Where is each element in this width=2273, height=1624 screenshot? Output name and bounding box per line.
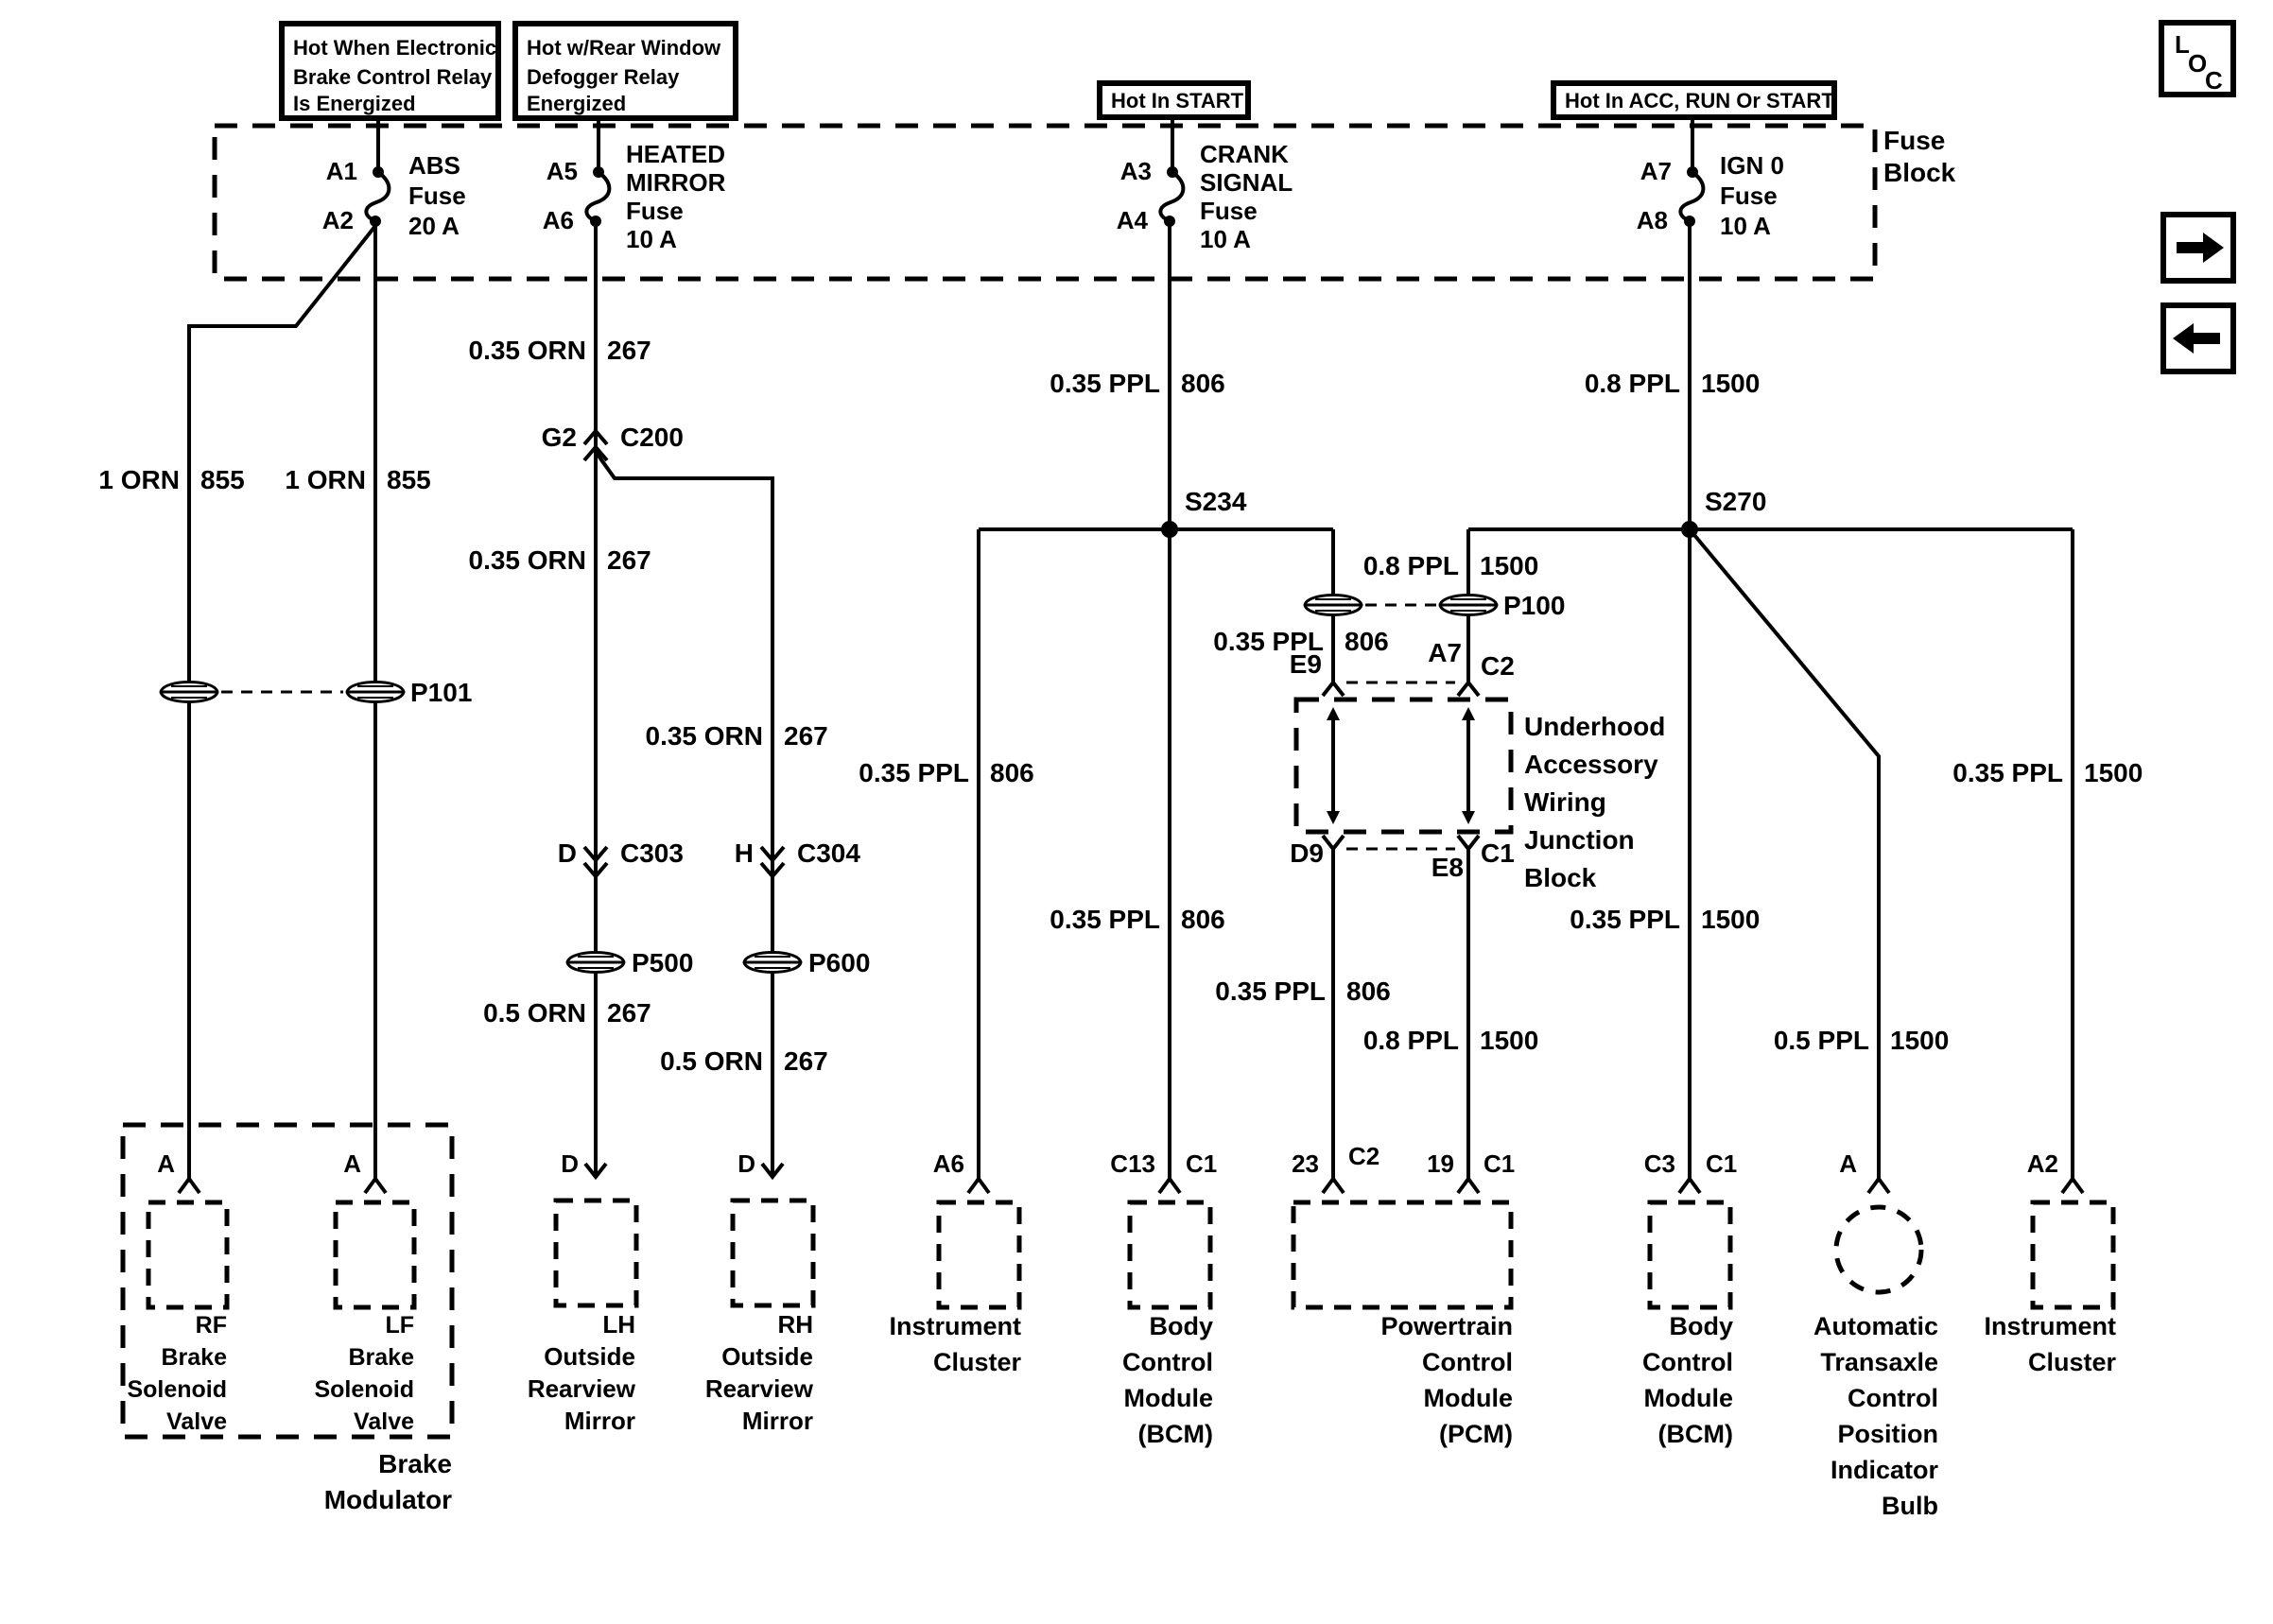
annotation-hot-in-acc-run-start	[1553, 83, 1834, 117]
pcm-box	[1293, 1202, 1511, 1307]
connector-label-p100: P100	[1503, 591, 1566, 620]
loc-letter-l: L	[2175, 30, 2190, 59]
connector-label: C304	[797, 838, 860, 868]
junction-block-label: Block	[1524, 863, 1597, 892]
fuse-name: SIGNAL	[1200, 168, 1293, 197]
wire-label: 0.35 ORN	[645, 721, 763, 751]
wire-label: 267	[607, 545, 651, 575]
fuse-name: CRANK	[1200, 140, 1289, 168]
fuse-name: MIRROR	[626, 168, 726, 197]
pin-label-e9: E9	[1289, 649, 1322, 679]
wire-label: 267	[607, 998, 651, 1028]
annotation-line: Brake Control Relay	[293, 65, 493, 89]
pin-label: A6	[932, 1149, 964, 1178]
arrow-down-icon	[1462, 811, 1475, 824]
component-brake-modulator	[123, 1125, 452, 1514]
wire-label: 0.35 PPL	[1570, 905, 1680, 934]
component-label: Indicator	[1830, 1456, 1938, 1484]
connector-pin-label: G2	[541, 423, 577, 452]
component-instrument-cluster-1	[889, 1149, 1021, 1376]
wire-label: 0.35 PPL	[1050, 905, 1160, 934]
pin-label-e8: E8	[1431, 853, 1464, 882]
fuse-name: 10 A	[1200, 225, 1251, 253]
pin-label-c2: C2	[1481, 651, 1515, 681]
component-label: Outside	[721, 1342, 813, 1371]
junction-block-label: Junction	[1524, 825, 1635, 855]
fuse-terminal	[370, 216, 381, 227]
fuse-element	[366, 172, 389, 221]
component-label: Instrument	[889, 1312, 1021, 1340]
wire-label: 267	[784, 721, 828, 751]
component-transaxle-bulb	[1813, 1149, 1939, 1520]
wire-label: 0.5 ORN	[660, 1046, 763, 1076]
component-label: LH	[602, 1310, 635, 1339]
arrow-down-icon	[1327, 811, 1340, 824]
component-label: Valve	[354, 1408, 414, 1435]
connector-p101-right	[347, 682, 404, 702]
annotation-line: Is Energized	[293, 92, 416, 115]
component-label: Control	[1848, 1384, 1938, 1412]
component-label: Outside	[544, 1342, 635, 1371]
connector-p500	[567, 953, 624, 973]
fuse-name: Fuse	[1200, 197, 1258, 225]
fuse-crank-signal	[1117, 117, 1293, 253]
wire-label: 0.5 ORN	[483, 998, 586, 1028]
connector-label-p500: P500	[632, 948, 694, 977]
wire-label: 0.35 PPL	[1213, 627, 1324, 656]
pin-label: D	[561, 1149, 579, 1178]
wire-label: 0.35 PPL	[1050, 369, 1160, 398]
fuse-element	[586, 172, 609, 221]
pin-chevron-e9	[1323, 682, 1344, 696]
annotation-line: Hot In START	[1111, 89, 1244, 112]
component-label: Control	[1122, 1348, 1213, 1376]
pin-label-c1: C1	[1481, 838, 1515, 868]
annotation-line: Defogger Relay	[527, 65, 680, 89]
component-label: Automatic	[1813, 1312, 1938, 1340]
wire-label: 806	[1346, 976, 1391, 1006]
pin-chevron	[1679, 1179, 1700, 1193]
connector-label: C303	[620, 838, 684, 868]
fuse-ign-0	[1637, 117, 1784, 240]
wire-label: 1500	[1890, 1026, 1950, 1055]
component-label: LF	[385, 1312, 414, 1339]
fuse-name: HEATED	[626, 140, 725, 168]
component-bcm-1	[1110, 1149, 1217, 1448]
fuse-name: 10 A	[626, 225, 677, 253]
component-label: Transaxle	[1820, 1348, 1938, 1376]
component-pcm	[1292, 1142, 1515, 1448]
pin-chevron-a7-c2	[1458, 682, 1479, 696]
fuse-pin-label: A4	[1116, 206, 1148, 234]
component-label: Cluster	[2027, 1348, 2116, 1376]
component-label: Powertrain	[1380, 1312, 1513, 1340]
wire-label: 1 ORN	[98, 465, 180, 494]
pin-label: A	[157, 1149, 175, 1178]
connector-pin-label: H	[734, 838, 754, 868]
fuse-pin-label: A5	[546, 157, 578, 185]
annotation-hot-in-start	[1100, 83, 1248, 117]
junction-block-label: Underhood	[1524, 712, 1666, 741]
wire-label: 855	[387, 465, 431, 494]
fuse-abs	[322, 118, 466, 240]
annotation-defogger-relay	[515, 24, 736, 118]
bulb-circle-icon	[1836, 1207, 1921, 1292]
wire-to-bulb	[1690, 529, 1879, 1179]
next-page-button[interactable]	[2163, 215, 2233, 281]
wire-label: 0.8 PPL	[1584, 369, 1680, 398]
wire-label: 1500	[1480, 1026, 1539, 1055]
wire-label: 0.35 PPL	[859, 758, 969, 787]
bcm-box	[1650, 1202, 1730, 1307]
pin-label: D	[737, 1149, 755, 1178]
component-label: Body	[1669, 1312, 1733, 1340]
component-label: Solenoid	[127, 1376, 227, 1403]
component-label: Control	[1642, 1348, 1733, 1376]
wire-label: 806	[1345, 627, 1389, 656]
fuse-pin-label: A1	[325, 157, 357, 185]
arrow-up-icon	[1462, 707, 1475, 720]
pin-chevron	[968, 1179, 989, 1193]
pin-label: A	[1839, 1149, 1857, 1178]
wire-label: 0.8 PPL	[1362, 1026, 1459, 1055]
wire-label: 1500	[1480, 551, 1539, 580]
fuse-element	[1680, 172, 1703, 221]
connector-c304	[735, 838, 861, 876]
pin-label: C1	[1484, 1149, 1516, 1178]
instrument-cluster-box	[2033, 1202, 2113, 1307]
bcm-box	[1130, 1202, 1210, 1307]
arrow-up-icon	[1327, 707, 1340, 720]
fuse-name: 10 A	[1720, 212, 1771, 240]
pin-chevron	[1458, 1179, 1479, 1193]
fuse-heated-mirror	[543, 118, 726, 253]
pin-label: 19	[1427, 1149, 1454, 1178]
component-label: (BCM)	[1137, 1420, 1213, 1448]
component-lh-mirror	[528, 1149, 636, 1435]
pin-label: C1	[1186, 1149, 1218, 1178]
component-label: RF	[195, 1312, 227, 1339]
pin-label: C13	[1110, 1149, 1155, 1178]
underhood-junction-block	[1290, 638, 1666, 892]
pin-label: C3	[1643, 1149, 1675, 1178]
component-label: Mirror	[741, 1407, 813, 1435]
pin-label: C2	[1348, 1142, 1380, 1170]
component-label: RH	[777, 1310, 813, 1339]
component-label: Instrument	[1984, 1312, 2116, 1340]
connector-p101-left	[161, 682, 217, 702]
fuse-pin-label: A7	[1640, 157, 1672, 185]
component-label: Control	[1422, 1348, 1513, 1376]
connector-p100-left	[1305, 596, 1362, 615]
pin-chevron	[179, 1179, 200, 1193]
lf-solenoid-box	[336, 1202, 414, 1307]
fuse-block-title: Block	[1883, 158, 1956, 187]
circuit-crank-signal	[859, 226, 1390, 1179]
wire-label: 0.35 PPL	[1215, 976, 1326, 1006]
pin-chevron	[1323, 1179, 1344, 1193]
wire-label: 1500	[1701, 905, 1761, 934]
pin-chevron-e8-c1	[1458, 836, 1479, 849]
pin-chevron	[1868, 1179, 1889, 1193]
fuse-name: IGN 0	[1720, 151, 1784, 180]
pin-chevron-d9	[1323, 836, 1344, 849]
component-label: Rearview	[704, 1374, 813, 1403]
component-label: Solenoid	[314, 1376, 414, 1403]
junction-block-label: Accessory	[1524, 750, 1658, 779]
splice-label: S270	[1705, 487, 1767, 516]
prev-page-button[interactable]	[2163, 305, 2233, 371]
connector-label: C200	[620, 423, 684, 452]
connector-pin-label: D	[557, 838, 577, 868]
rf-solenoid-box	[148, 1202, 227, 1307]
junction-block-label: Wiring	[1524, 787, 1606, 817]
fuse-name: 20 A	[408, 212, 460, 240]
component-rh-mirror	[705, 1149, 814, 1435]
brake-modulator-label: Brake	[378, 1449, 452, 1478]
component-label: Module	[1123, 1384, 1213, 1412]
pin-label: C1	[1706, 1149, 1738, 1178]
annotation-line: Energized	[527, 92, 627, 115]
connector-c200	[542, 423, 684, 460]
wire-orn-855-left	[189, 226, 375, 1179]
component-label: Valve	[166, 1408, 227, 1435]
pin-chevron	[1159, 1179, 1180, 1193]
wire-label: 806	[990, 758, 1034, 787]
component-label: Module	[1643, 1384, 1733, 1412]
wire-label: 806	[1181, 369, 1225, 398]
wire-label: 0.8 PPL	[1362, 551, 1459, 580]
left-arrow-icon	[2173, 323, 2220, 354]
rh-mirror-box	[733, 1201, 813, 1305]
fuse-name: Fuse	[408, 181, 466, 210]
fuse-name: ABS	[408, 151, 460, 180]
connector-label-p101: P101	[410, 678, 473, 707]
annotation-ebcm-relay	[282, 24, 498, 118]
wire-label: 0.35 PPL	[1952, 758, 2063, 787]
fuse-terminal	[1164, 216, 1175, 227]
fuse-terminal	[1684, 216, 1695, 227]
wire-label: 0.35 ORN	[468, 336, 586, 365]
circuit-mirrors	[469, 221, 871, 1177]
pin-label: A	[343, 1149, 361, 1178]
brake-modulator-label: Modulator	[323, 1485, 452, 1514]
loc-letter-c: C	[2205, 66, 2223, 95]
connector-p100-right	[1440, 596, 1497, 615]
fuse-name: Fuse	[1720, 181, 1778, 210]
right-arrow-icon	[2177, 233, 2224, 263]
connector-p600	[744, 953, 801, 973]
component-bcm-2	[1642, 1149, 1737, 1448]
wire-label: 267	[784, 1046, 828, 1076]
circuit-brake	[98, 226, 472, 1179]
component-label: (PCM)	[1439, 1420, 1513, 1448]
component-instrument-cluster-2	[1984, 1149, 2116, 1376]
fuse-pin-label: A2	[321, 206, 354, 234]
wire-label: 1 ORN	[285, 465, 366, 494]
component-label: Body	[1149, 1312, 1213, 1340]
wire-label: 855	[200, 465, 245, 494]
connector-c303	[558, 838, 684, 876]
fuse-pin-label: A3	[1119, 157, 1152, 185]
wire-label: 1500	[2084, 758, 2143, 787]
pin-chevron	[365, 1179, 386, 1193]
splice-s234	[1161, 521, 1178, 538]
connector-label-p600: P600	[808, 948, 871, 977]
component-label: Cluster	[932, 1348, 1021, 1376]
pin-chevron	[2062, 1179, 2083, 1193]
wire-label: 1500	[1701, 369, 1761, 398]
loc-button[interactable]	[2161, 23, 2233, 95]
fuse-block-title: Fuse	[1883, 126, 1946, 155]
wire-label: 806	[1181, 905, 1225, 934]
component-label: Mirror	[564, 1407, 635, 1435]
component-label: Position	[1837, 1420, 1938, 1448]
splice-label: S234	[1185, 487, 1247, 516]
annotation-line: Hot w/Rear Window	[527, 36, 721, 60]
fuse-name: Fuse	[626, 197, 684, 225]
fuse-pin-label: A6	[542, 206, 574, 234]
loc-letter-o: O	[2188, 49, 2208, 78]
splice-s270	[1681, 521, 1698, 538]
component-label: Brake	[161, 1344, 227, 1371]
pin-label-a7: A7	[1428, 638, 1462, 667]
component-label: Bulb	[1882, 1492, 1938, 1520]
circuit-ignition	[1305, 226, 2143, 1179]
wire-label: 0.35 ORN	[468, 545, 586, 575]
pin-label-d9: D9	[1290, 838, 1324, 868]
wire-label: 0.5 PPL	[1773, 1026, 1869, 1055]
lh-mirror-box	[556, 1201, 636, 1305]
component-label: Brake	[348, 1344, 414, 1371]
component-label: Rearview	[527, 1374, 635, 1403]
pin-label: A2	[2026, 1149, 2058, 1178]
instrument-cluster-box	[939, 1202, 1019, 1307]
fuse-element	[1160, 172, 1183, 221]
component-label: (BCM)	[1657, 1420, 1733, 1448]
annotation-line: Hot In ACC, RUN Or START	[1565, 89, 1834, 112]
pin-label: 23	[1292, 1149, 1319, 1178]
fuse-pin-label: A8	[1636, 206, 1668, 234]
component-label: Module	[1423, 1384, 1513, 1412]
annotation-line: Hot When Electronic	[293, 36, 497, 60]
wire-label: 267	[607, 336, 651, 365]
